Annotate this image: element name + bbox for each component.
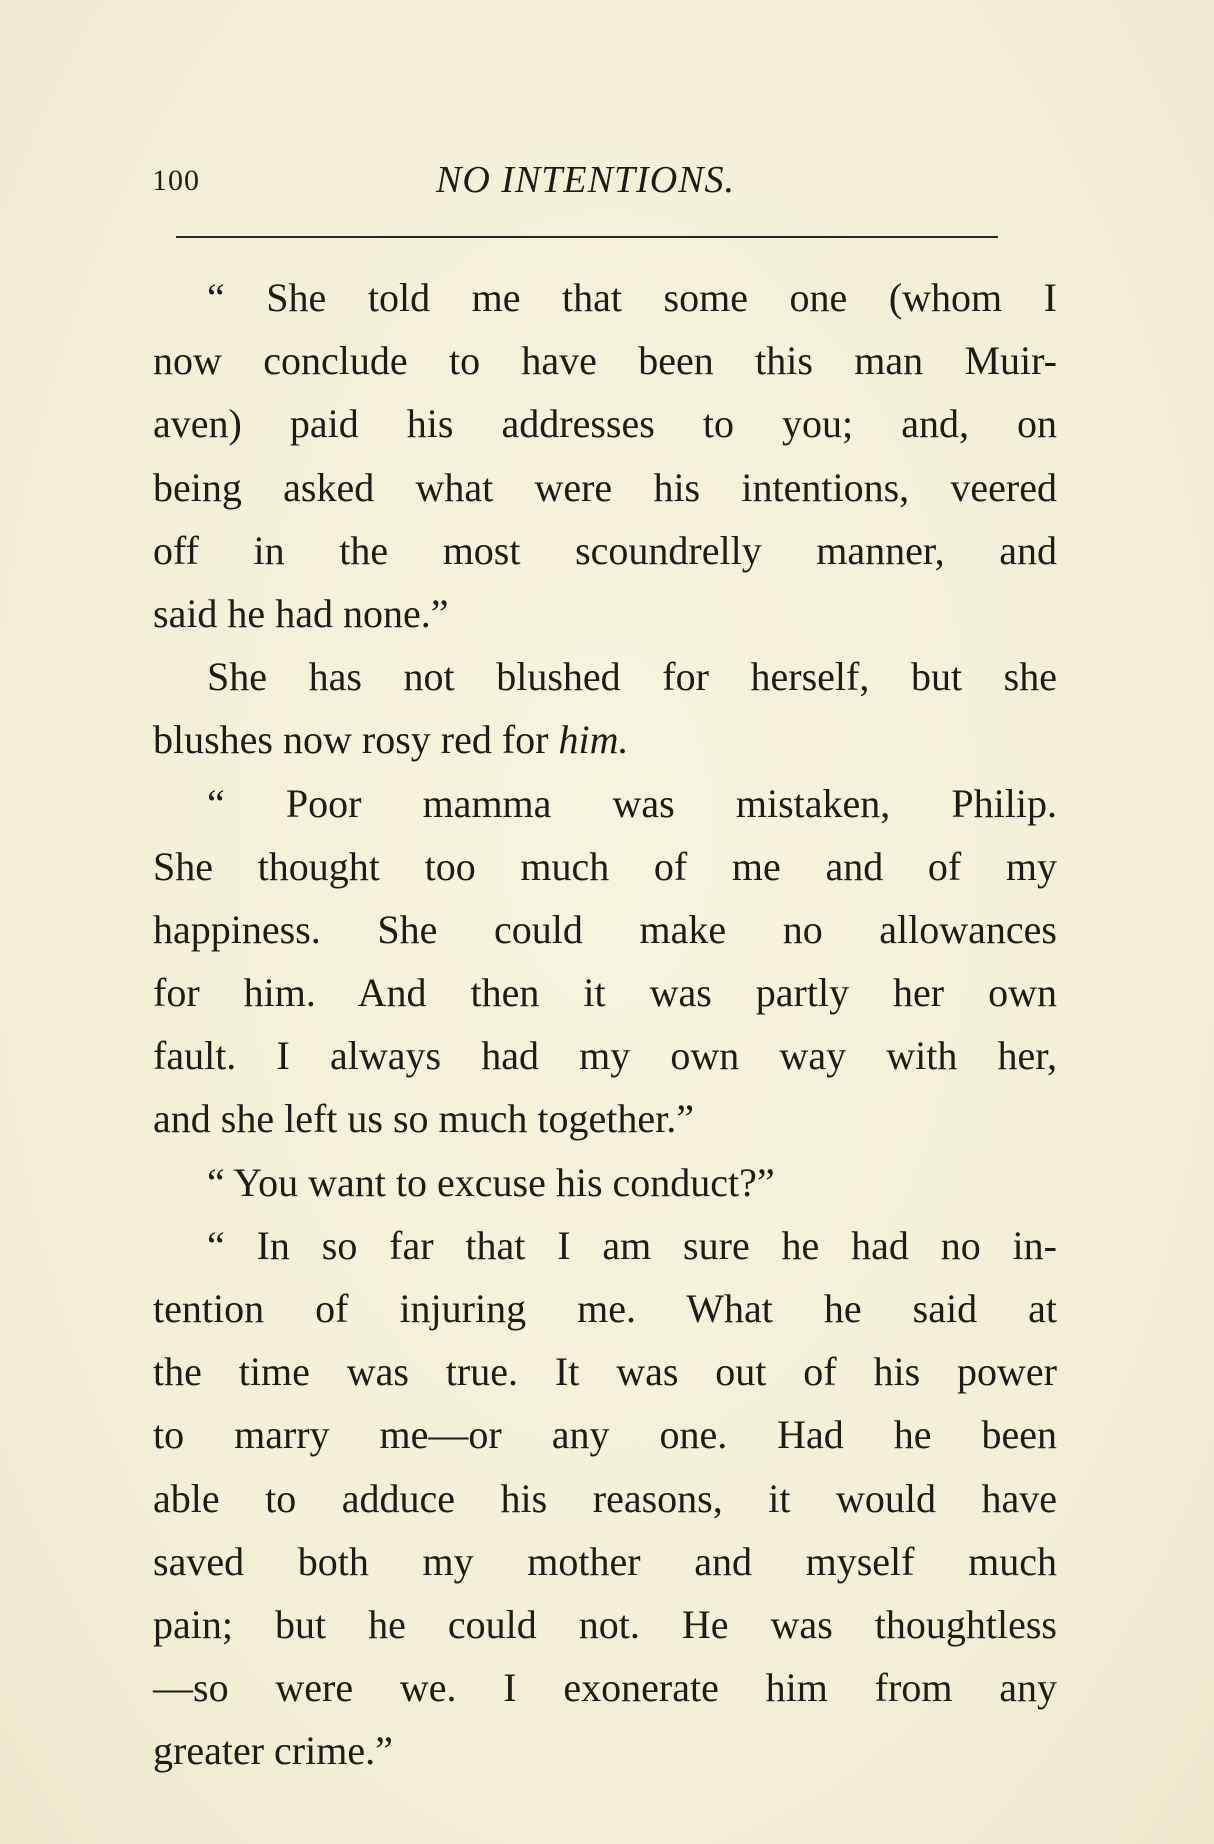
text-line: tention of injuring me. What he said at: [153, 1286, 1057, 1331]
text-line: “ You want to excuse his conduct?”: [207, 1159, 775, 1205]
text-line: for him. And then it was partly her own: [153, 970, 1057, 1016]
text-line: —so were we. I exonerate him from any: [153, 1665, 1057, 1711]
text-line: “ In so far that I am sure he had no in-: [207, 1222, 1057, 1268]
running-title: NO INTENTIONS.: [436, 159, 736, 201]
text-line: and she left us so much together.”: [153, 1096, 694, 1142]
header-rule: [176, 236, 998, 238]
text-line: said he had none.”: [153, 590, 449, 636]
text-line-with-emphasis: [153, 708, 1057, 771]
text-fragment: blushes now rosy red for: [153, 717, 559, 763]
text-line: able to adduce his reasons, it would have: [153, 1475, 1057, 1521]
text-line: saved both my mother and myself much: [153, 1538, 1057, 1584]
text-line: aven) paid his addresses to you; and, on: [153, 401, 1057, 447]
text-line: “ She told me that some one (whom I: [207, 275, 1057, 320]
text-line: She thought too much of me and of my: [153, 843, 1057, 889]
text-line: pain; but he could not. He was thoughtless: [153, 1601, 1057, 1647]
emphasis-him: him.: [558, 717, 629, 763]
page-header: [152, 158, 1052, 204]
text-line: being asked what were his intentions, veered: [153, 464, 1057, 510]
text-line: greater crime.”: [153, 1728, 393, 1774]
text-line: the time was true. It was out of his power: [153, 1349, 1057, 1395]
text-line: “ Poor mamma was mistaken, Philip.: [207, 780, 1057, 826]
text-line: fault. I always had my own way with her,: [153, 1033, 1057, 1079]
text-line: She has not blushed for herself, but she: [207, 654, 1057, 700]
text-line: to marry me—or any one. Had he been: [153, 1412, 1057, 1458]
text-line: now conclude to have been this man Muir-: [153, 338, 1057, 384]
text-line: off in the most scoundrelly manner, and: [153, 527, 1057, 573]
text-line: happiness. She could make no allowances: [153, 906, 1057, 952]
body-text: [153, 266, 1057, 1783]
page-number: 100: [152, 164, 200, 197]
